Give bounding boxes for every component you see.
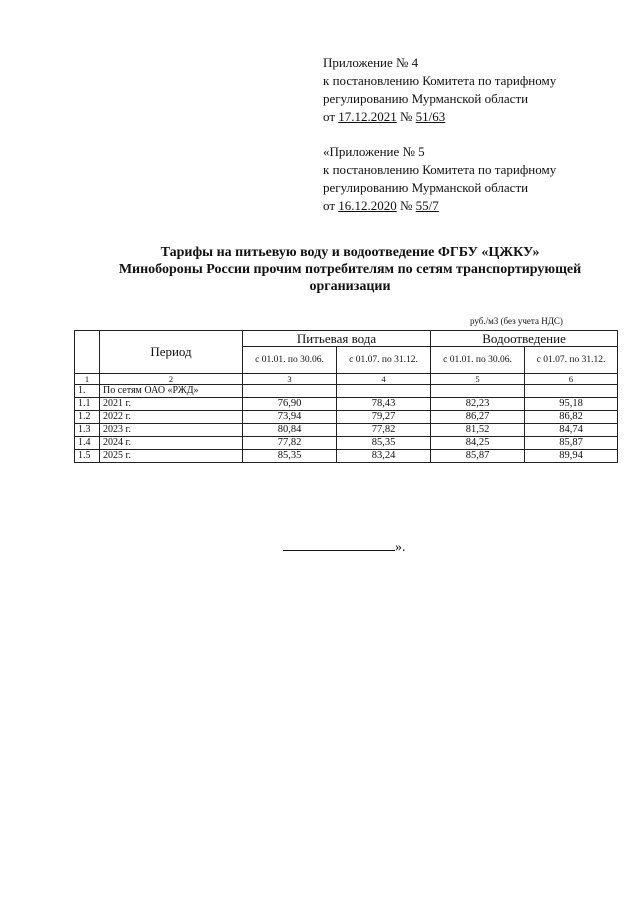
closing-quote: ». [395, 540, 406, 555]
appendix-4-resolution: к постановлению Комитета по тарифному [323, 73, 557, 88]
wastewater-header: Водоотведение [431, 331, 618, 347]
appendix-5-committee: регулированию Мурманской области [323, 180, 529, 195]
row-number: 1.1 [75, 398, 100, 411]
tariff-value: 85,35 [337, 437, 431, 450]
tariff-value: 85,87 [431, 450, 525, 463]
tariff-table [74, 330, 618, 463]
signature-line [283, 549, 395, 551]
row-period: 2024 г. [100, 437, 243, 450]
tariff-value: 86,82 [525, 411, 618, 424]
table-row [75, 450, 618, 463]
table-row [75, 398, 618, 411]
unit-label: руб./м3 (без учета НДС) [470, 316, 563, 326]
closing-mark [283, 540, 406, 556]
tariff-value: 95,18 [525, 398, 618, 411]
subheader-cell: с 01.07. по 31.12. [337, 347, 431, 374]
tariff-value: 84,25 [431, 437, 525, 450]
appendix-4-number: 51/63 [415, 109, 446, 124]
appendix-4-header [323, 54, 556, 126]
column-number-row [75, 374, 618, 385]
row-period: 2025 г. [100, 450, 243, 463]
column-number: 2 [100, 374, 243, 385]
appendix-5-number: 55/7 [415, 198, 439, 213]
appendix-4-date-line: от 17.12.2021 № 51/63 [323, 109, 446, 124]
table-row [75, 424, 618, 437]
appendix-5-date: 16.12.2020 [338, 198, 397, 213]
title-line-1: Тарифы на питьевую воду и водоотведение ФГБУ «ЦЖКУ» [160, 245, 540, 260]
tariff-value: 76,90 [243, 398, 337, 411]
column-number: 6 [525, 374, 618, 385]
tariff-value: 85,87 [525, 437, 618, 450]
tariff-value: 85,35 [243, 450, 337, 463]
section-row [75, 385, 618, 398]
column-number: 3 [243, 374, 337, 385]
table-row [75, 437, 618, 450]
section-label: По сетям ОАО «РЖД» [100, 385, 243, 398]
tariff-value: 78,43 [337, 398, 431, 411]
tariff-value: 82,23 [431, 398, 525, 411]
tariff-value: 89,94 [525, 450, 618, 463]
row-period: 2021 г. [100, 398, 243, 411]
row-number: 1.5 [75, 450, 100, 463]
column-number: 1 [75, 374, 100, 385]
appendix-4-committee: регулированию Мурманской области [323, 91, 529, 106]
title-line-2: Минобороны России прочим потребителям по сетям транспортирующей [118, 262, 582, 277]
tariff-value: 79,27 [337, 411, 431, 424]
row-number: 1.3 [75, 424, 100, 437]
drinking-water-header: Питьевая вода [243, 331, 431, 347]
header-blank [75, 331, 100, 374]
appendix-5-title: «Приложение № 5 [323, 144, 425, 159]
appendix-5-header [323, 143, 556, 215]
subheader-cell: с 01.01. по 30.06. [243, 347, 337, 374]
subheader-cell: с 01.01. по 30.06. [431, 347, 525, 374]
title-line-3: организации [309, 279, 391, 294]
column-number: 5 [431, 374, 525, 385]
tariff-value: 80,84 [243, 424, 337, 437]
appendix-5-date-line: от 16.12.2020 № 55/7 [323, 198, 439, 213]
subheader-cell: с 01.07. по 31.12. [525, 347, 618, 374]
period-header: Период [100, 331, 243, 374]
row-period: 2023 г. [100, 424, 243, 437]
column-number: 4 [337, 374, 431, 385]
row-period: 2022 г. [100, 411, 243, 424]
tariff-value: 81,52 [431, 424, 525, 437]
tariff-value: 84,74 [525, 424, 618, 437]
section-number: 1. [75, 385, 100, 398]
row-number: 1.2 [75, 411, 100, 424]
appendix-4-date: 17.12.2021 [338, 109, 397, 124]
tariff-value: 73,94 [243, 411, 337, 424]
table-row [75, 411, 618, 424]
tariff-value: 77,82 [243, 437, 337, 450]
row-number: 1.4 [75, 437, 100, 450]
document-title [60, 244, 640, 295]
appendix-4-title: Приложение № 4 [323, 55, 419, 70]
appendix-5-resolution: к постановлению Комитета по тарифному [323, 162, 557, 177]
table-header-row [75, 331, 618, 347]
tariff-value: 77,82 [337, 424, 431, 437]
tariff-value: 83,24 [337, 450, 431, 463]
tariff-value: 86,27 [431, 411, 525, 424]
